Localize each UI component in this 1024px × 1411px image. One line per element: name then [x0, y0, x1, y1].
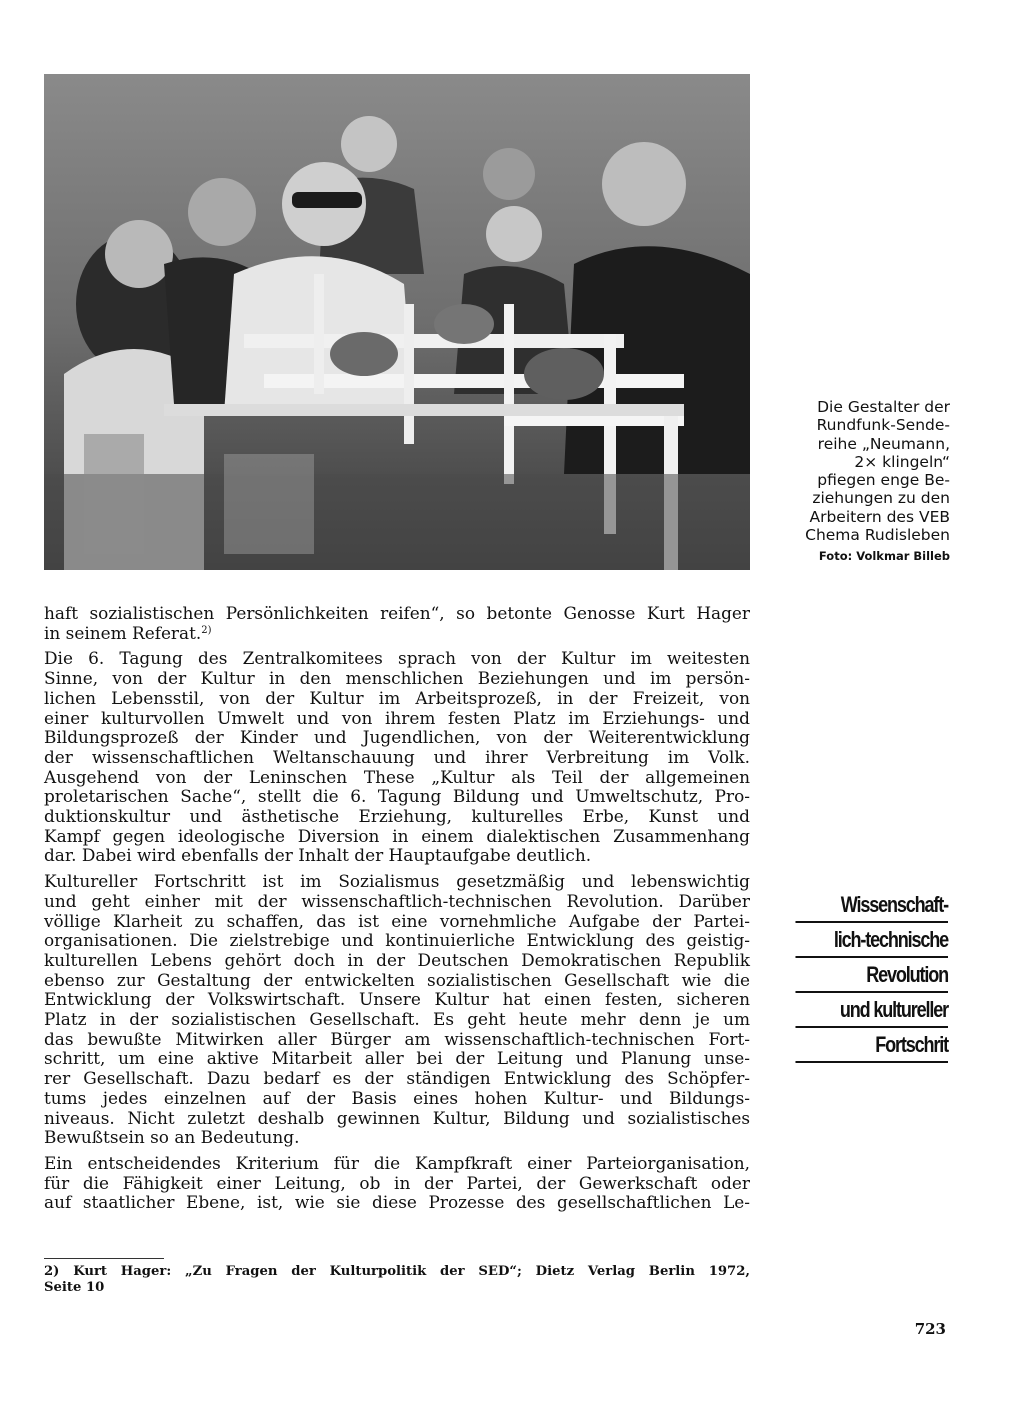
text-line: Bildungsprozeß der Kinder und Jugendlichen, von der Weiterentwicklung — [44, 727, 750, 748]
photo-caption — [768, 398, 950, 566]
text-line — [44, 624, 750, 644]
text-line-content: in seinem Referat. — [44, 622, 202, 643]
caption-line: 2× klingeln“ — [854, 452, 950, 471]
text-line: niveaus. Nicht zuletzt deshalb gewinnen Kultur, Bildung und sozialistisches — [44, 1107, 750, 1128]
text-line: dar. Dabei wird ebenfalls der Inhalt der Hauptaufgabe deutlich. — [44, 845, 592, 866]
photo-illustration — [44, 74, 750, 570]
text-line: Sinne, von der Kultur in den menschlichen Beziehungen und im persön- — [44, 668, 750, 689]
text-line: duktionskultur und ästhetische Erziehung, kulturelles Erbe, Kunst und — [44, 806, 750, 827]
footnote-line: 2) Kurt Hager: „Zu Fragen der Kulturpolitik der SED“; Dietz Verlag Berlin 1972, — [44, 1264, 750, 1279]
text-line: der wissenschaftlichen Weltanschauung und ihrer Verbreitung im Volk. — [44, 746, 750, 767]
caption-line: Die Gestalter der — [817, 398, 950, 416]
caption-line: Rundfunk-Sende- — [816, 416, 950, 435]
text-line: kulturellen Lebens gehört doch in der Deutschen Demokratischen Republik — [44, 949, 750, 970]
footnote-divider — [44, 1258, 164, 1259]
footnote — [44, 1264, 750, 1295]
paragraph-2 — [44, 649, 750, 866]
article-body — [44, 604, 750, 1219]
text-line: Bewußtsein so an Bedeutung. — [44, 1127, 300, 1148]
text-line: Platz in der sozialistischen Gesellschaft. Es geht heute mehr denn je um — [44, 1009, 750, 1030]
text-line: rer Gesellschaft. Dazu bedarf es der ständigen Entwicklung des Schöpfer- — [44, 1068, 750, 1089]
paragraph-3 — [44, 872, 750, 1148]
caption-line: Chema Rudisleben — [805, 526, 950, 545]
text-line: haft sozialistischen Persönlichkeiten reifen“, so betonte Genosse Kurt Hager — [44, 603, 750, 623]
paragraph-4 — [44, 1154, 750, 1213]
footnote-ref: 2) — [201, 624, 212, 636]
text-line: Entwicklung der Volkswirtschaft. Unsere Kultur hat einen festen, sicheren — [44, 989, 750, 1010]
side-heading — [795, 888, 948, 1063]
caption-line: reihe „Neumann, — [817, 434, 950, 453]
side-heading-line: Wissenschaft- — [795, 888, 948, 923]
text-line: lichen Lebensstil, von der Kultur im Arbeitsprozeß, in der Freizeit, von — [44, 687, 750, 708]
text-line: Die 6. Tagung des Zentralkomitees sprach von der Kultur im weitesten — [44, 648, 750, 669]
text-line: tums jedes einzelnen auf der Basis eines hohen Kultur- und Bildungs- — [44, 1087, 750, 1108]
text-line: einer kulturvollen Umwelt und von ihrem festen Platz im Erziehungs- und — [44, 707, 750, 728]
text-line: schritt, um eine aktive Mitarbeit aller bei der Leitung und Planung unse- — [44, 1048, 750, 1069]
paragraph-1 — [44, 604, 750, 643]
page-number: 723 — [914, 1320, 946, 1338]
footnote-line: Seite 10 — [44, 1279, 105, 1295]
text-line: und geht einher mit der wissenschaftlich-technischen Revolution. Darüber — [44, 890, 750, 911]
text-line: proletarischen Sache“, stellt die 6. Tagung Bildung und Umweltschutz, Pro- — [44, 786, 750, 807]
text-line: für die Fähigkeit einer Leitung, ob in der Partei, der Gewerkschaft oder — [44, 1172, 750, 1193]
text-line: auf staatlicher Ebene, ist, wie sie diese Prozesse des gesellschaftlichen Le- — [44, 1192, 750, 1213]
side-heading-line: Fortschrit — [795, 1028, 948, 1063]
photo-credit: Foto: Volkmar Billeb — [818, 549, 950, 564]
text-line: Ausgehend von der Leninschen These „Kultur als Teil der allgemeinen — [44, 766, 750, 787]
side-heading-line: Revolution — [795, 958, 948, 993]
text-line: ebenso zur Gestaltung der entwickelten sozialistischen Gesellschaft wie die — [44, 969, 750, 990]
text-line: völlige Klarheit zu schaffen, das ist eine vornehmliche Aufgabe der Partei- — [44, 910, 750, 931]
text-line: das bewußte Mitwirken aller Bürger am wissenschaftlich-technischen Fort- — [44, 1028, 750, 1049]
caption-line: pfiegen enge Be- — [817, 471, 950, 490]
text-line: Kultureller Fortschritt ist im Sozialismus gesetzmäßig und lebenswichtig — [44, 871, 750, 892]
caption-line: ziehungen zu den — [812, 489, 950, 508]
text-line: Kampf gegen ideologische Diversion in einem dialektischen Zusammenhang — [44, 825, 750, 846]
photo-workers-visit — [44, 74, 750, 570]
side-heading-line: und kultureller — [795, 993, 948, 1028]
side-heading-line: lich-technische — [795, 923, 948, 958]
caption-line: Arbeitern des VEB — [809, 507, 950, 526]
text-line: organisationen. Die zielstrebige und kontinuierliche Entwicklung des geistig- — [44, 930, 750, 951]
text-line: Ein entscheidendes Kriterium für die Kampfkraft einer Parteiorganisation, — [44, 1152, 750, 1173]
